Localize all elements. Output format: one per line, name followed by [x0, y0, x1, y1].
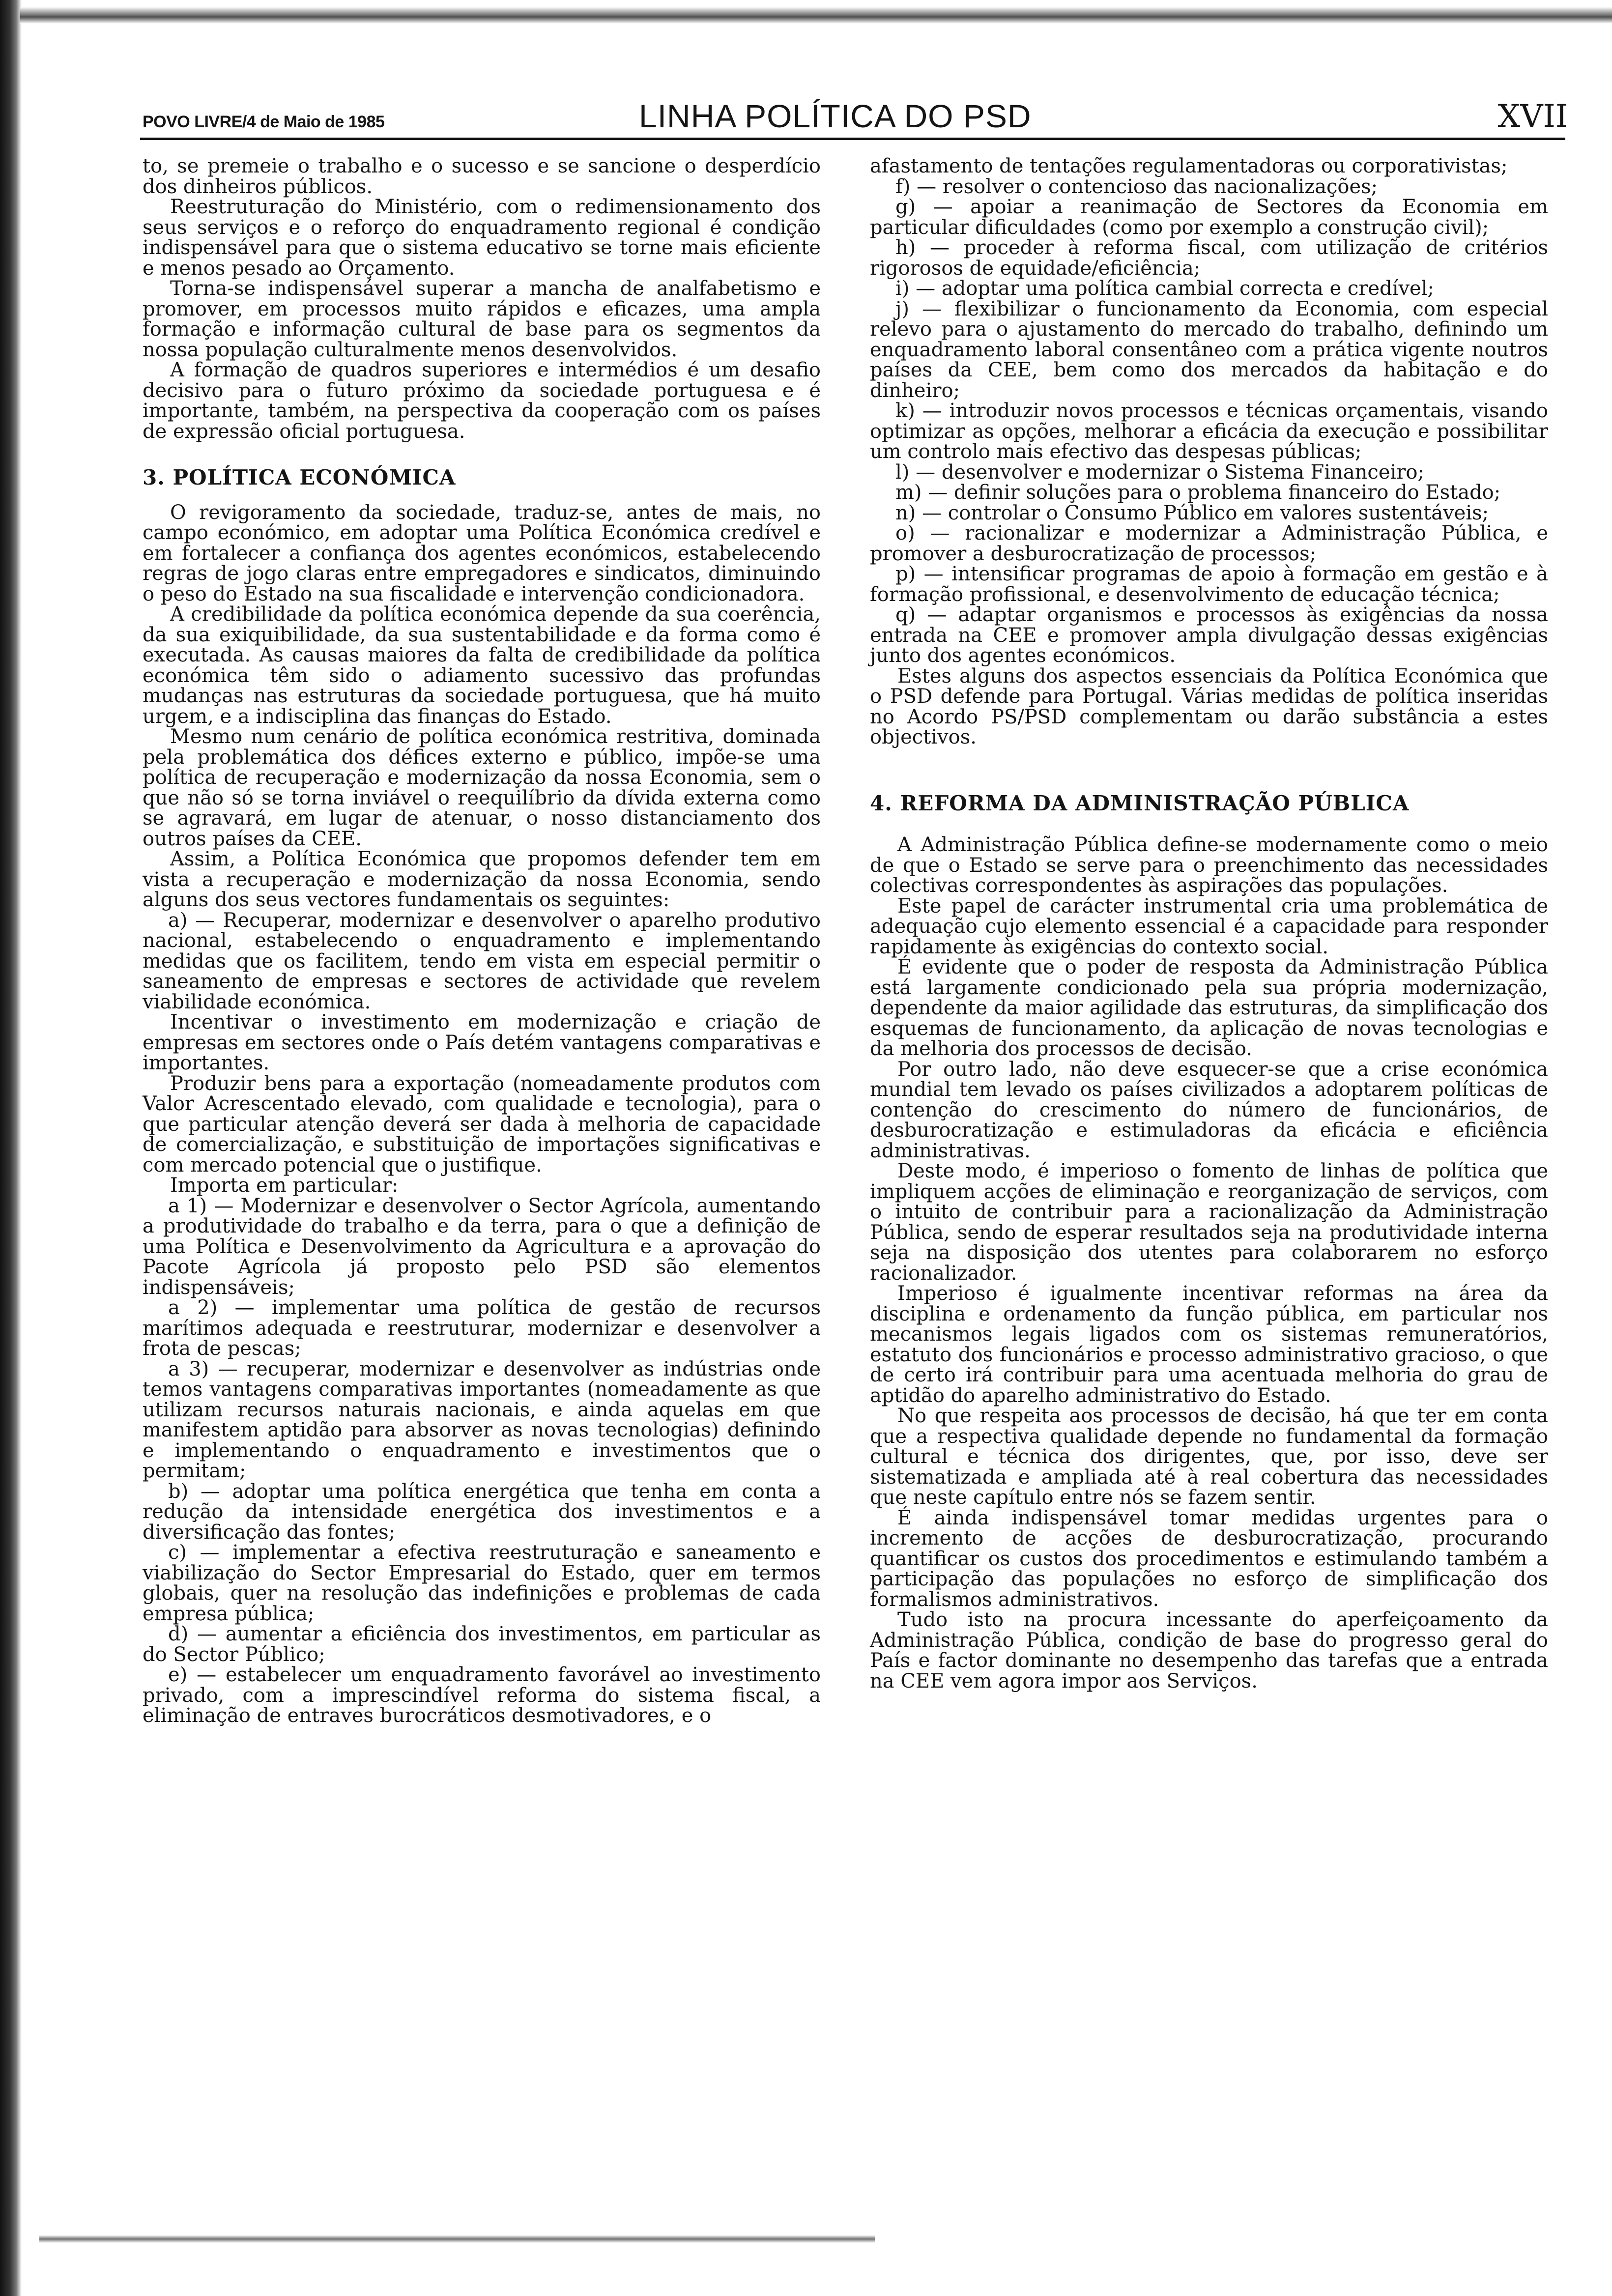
list-item-l: l) — desenvolver e modernizar o Sistema Financeiro; — [895, 460, 1424, 484]
list-item-p: p) — intensificar programas de apoio à formação em gestão e à formação profissional, e desenvolvimento de educação técnica; — [870, 563, 1548, 606]
list-item-k: k) — introduzir novos processos e técnicas orçamentais, visando optimizar as opções, melhorar a eficácia da execução e possibilitar um controlo mais efectivo das despesas públicas; — [870, 400, 1548, 463]
paragraph: Tudo isto na procura incessante do aperfeiçoamento da Administração Pública, condição de base do progresso geral do País e factor dominante no desempenho das tarefas que a entrada na CEE vem agora impor aos Serviços. — [870, 1608, 1548, 1693]
list-item-g: g) — apoiar a reanimação de Sectores da Economia em particular dificuldades (como por exemplo a construção civil); — [870, 196, 1548, 239]
list-item-i: i) — adoptar uma política cambial correcta e credível; — [895, 277, 1434, 300]
section-heading-reforma-administracao-publica: 4. REFORMA DA ADMINISTRAÇÃO PÚBLICA — [870, 791, 1410, 815]
list-item-j: j) — flexibilizar o funcionamento da Economia, com especial relevo para o ajustamento do mercado do trabalho, definindo um enquadramento laboral consentâneo com a prática vigente noutros países da CEE, bem como dos mercados da habitação e do dinheiro; — [870, 297, 1548, 402]
scan-edge-top — [20, 7, 1612, 24]
list-item-a2: a 2) — implementar uma política de gestão de recursos marítimos adequada e reestruturar, modernizar e desenvolver a frota de pescas; — [143, 1296, 821, 1360]
page-header — [143, 92, 1568, 135]
list-item-n: n) — controlar o Consumo Público em valores sustentáveis; — [895, 501, 1489, 524]
list-item-f: f) — resolver o contencioso das nacionalizações; — [895, 175, 1378, 198]
paragraph: É ainda indispensável tomar medidas urgentes para o incremento de acções de desburocratização, procurando quantificar os custos dos procedimentos e estimulando também a participação das populações no esforço de simplificação dos formalismos administrativos. — [870, 1506, 1548, 1611]
list-item-b: b) — adoptar uma política energética que tenha em conta a redução da intensidade energética dos investimentos e a diversificação das fontes; — [143, 1480, 821, 1544]
list-item-c: c) — implementar a efectiva reestruturação e saneamento e viabilização do Sector Empresarial do Estado, quer em termos globais, quer na resolução das indefinições e problemas de cada empresa pública; — [143, 1541, 821, 1625]
list-item-h: h) — proceder à reforma fiscal, com utilização de critérios rigorosos de equidade/eficiência; — [870, 236, 1548, 280]
paragraph: Mesmo num cenário de política económica restritiva, dominada pela problemática dos défices externo e público, impõe-se uma política de recuperação e modernização da nossa Economia, sem o que não só se torna inviável o reequilíbrio da dívida externa como se agravará, em lugar de atenuar, o nosso distanciamento dos outros países da CEE. — [143, 725, 821, 850]
list-item-o: o) — racionalizar e modernizar a Administração Pública, e promover a desburocratização de processos; — [870, 522, 1548, 565]
paragraph: No que respeita aos processos de decisão, há que ter em conta que a respectiva qualidade depende no fundamental da formação cultural e técnica dos dirigentes, que, por isso, deve ser sistematizada e ampliada até à real cobertura das necessidades que neste capítulo entre nós se fazem sentir. — [870, 1405, 1548, 1509]
publication-date: POVO LIVRE/4 de Maio de 1985 — [143, 113, 385, 131]
paragraph: Reestruturação do Ministério, com o redimensionamento dos seus serviços e o reforço do enquadramento regional é condição indispensável para que o sistema educativo se torne mais eficiente e menos pesado ao Orçamento. — [143, 196, 821, 280]
list-item-m: m) — definir soluções para o problema financeiro do Estado; — [895, 481, 1501, 504]
list-item-a: a) — Recuperar, modernizar e desenvolver o aparelho produtivo nacional, estabelecendo o enquadramento e implementando medidas que os facilitem, tendo em vista em especial permitir o saneamento de empresas e sectores de actividade que revelem viabilidade económica. — [143, 909, 821, 1013]
paragraph: A formação de quadros superiores e intermédios é um desafio decisivo para o futuro próximo da sociedade portuguesa e é importante, também, na perspectiva da cooperação com os países de expressão oficial portuguesa. — [143, 359, 821, 443]
paragraph: afastamento de tentações regulamentadoras ou corporativistas; — [870, 155, 1508, 177]
left-column — [143, 156, 821, 1726]
list-item-a1: a 1) — Modernizar e desenvolver o Sector Agrícola, aumentando a produtividade do trabalho e da terra, para o que a definição de uma Política e Desenvolvimento da Agricultura e a aprovação do Pacote Agrícola já proposto pelo PSD são elementos indispensáveis; — [143, 1194, 821, 1299]
scan-edge-left — [0, 0, 22, 2296]
paragraph: Produzir bens para a exportação (nomeadamente produtos com Valor Acrescentado elevado, com qualidade e tecnologia), para o que particular atenção deverá ser dada à melhoria de capacidade de comercialização, e substituição de importações significativas e com mercado potencial que o justifique. — [143, 1072, 821, 1177]
paragraph: A credibilidade da política económica depende da sua coerência, da sua exiquibilidade, da sua sustentabilidade e da forma como é executada. As causas maiores da falta de credibilidade da política económica têm sido o adiamento sucessivo das profundas mudanças nas estruturas da sociedade portuguesa, que há muito urgem, e a indisciplina das finanças do Estado. — [143, 603, 821, 728]
header-rule — [140, 138, 1565, 140]
paragraph: Este papel de carácter instrumental cria uma problemática de adequação cujo elemento essencial é a capacidade para responder rapidamente às exigências do contexto social. — [870, 894, 1548, 958]
scan-edge-bottom — [39, 2235, 875, 2243]
list-item-a3: a 3) — recuperar, modernizar e desenvolver as indústrias onde temos vantagens comparativas importantes (nomeadamente as que utilizam recursos naturais nacionais, e ainda aquelas em que manifestem aptidão para absorver as novas tecnologias) definindo e implementando o enquadramento e investimentos que o permitam; — [143, 1357, 821, 1482]
page-title: LINHA POLÍTICA DO PSD — [639, 98, 1032, 134]
list-item-d: d) — aumentar a eficiência dos investimentos, em particular as do Sector Público; — [143, 1623, 821, 1666]
list-item-e: e) — estabelecer um enquadramento favorável ao investimento privado, com a imprescindível reforma do sistema fiscal, a eliminação de entraves burocráticos desmotivadores, e o — [143, 1664, 821, 1727]
paragraph: É evidente que o poder de resposta da Administração Pública está largamente condicionado pela sua própria modernização, dependente da maior agilidade das estruturas, da simplificação dos esquemas de funcionamento, da aplicação de novas tecnologias e da melhoria dos processos de decisão. — [870, 956, 1548, 1060]
paragraph: Deste modo, é imperioso o fomento de linhas de política que impliquem acções de eliminação e reorganização de serviços, com o intuito de contribuir para a racionalização da Administração Pública, sendo de esperar resultados seja na produtividade interna seja na disposição dos utentes para colaborarem no esforço racionalizador. — [870, 1160, 1548, 1285]
paragraph: to, se premeie o trabalho e o sucesso e se sancione o desperdício dos dinheiros públicos. — [143, 155, 821, 198]
paragraph: Torna-se indispensável superar a mancha de analfabetismo e promover, em processos muito rápidos e eficazes, uma ampla formação e informação cultural de base para os segmentos da nossa população culturalmente menos desenvolvidos. — [143, 277, 821, 361]
paragraph: O revigoramento da sociedade, traduz-se, antes de mais, no campo económico, em adoptar uma Política Económica credível e em fortalecer a confiança dos agentes económicos, estabelecendo regras de jogo claras entre empregadores e sindicatos, diminuindo o peso do Estado na sua fiscalidade e intervenção condicionadora. — [143, 501, 821, 605]
paragraph: Estes alguns dos aspectos essenciais da Política Económica que o PSD defende para Portugal. Várias medidas de política inseridas no Acordo PS/PSD complementam ou darão substância a estes objectivos. — [870, 664, 1548, 748]
paragraph: Importa em particular: — [170, 1174, 399, 1197]
paragraph: Imperioso é igualmente incentivar reformas na área da disciplina e ordenamento da função pública, em particular nos mecanismos legais ligados com os sistemas remuneratórios, estatuto dos funcionários e processo administrativo gracioso, o que de certo irá contribuir para uma acentuada melhoria do grau de aptidão do aparelho administrativo do Estado. — [870, 1282, 1548, 1407]
list-item-q: q) — adaptar organismos e processos às exigências da nossa entrada na CEE e promover ampla divulgação dessas exigências junto dos agentes económicos. — [870, 603, 1548, 667]
right-column — [870, 156, 1548, 1692]
paragraph: Por outro lado, não deve esquecer-se que a crise económica mundial tem levado os países civilizados a adoptarem políticas de contenção do crescimento do número de funcionários, de desburocratização e estimuladoras da eficácia e eficiência administrativas. — [870, 1058, 1548, 1162]
section-heading-politica-economica: 3. POLÍTICA ECONÓMICA — [143, 465, 456, 489]
paragraph: A Administração Pública define-se modernamente como o meio de que o Estado se serve para o preenchimento das necessidades colectivas correspondentes às aspirações das populações. — [870, 833, 1548, 897]
paragraph: Assim, a Política Económica que propomos defender tem em vista a recuperação e modernização da nossa Economia, sendo alguns dos seus vectores fundamentais os seguintes: — [143, 848, 821, 911]
page-number: XVII — [1497, 98, 1568, 135]
paragraph: Incentivar o investimento em modernização e criação de empresas em sectores onde o País detém vantagens comparativas e importantes. — [143, 1011, 821, 1074]
